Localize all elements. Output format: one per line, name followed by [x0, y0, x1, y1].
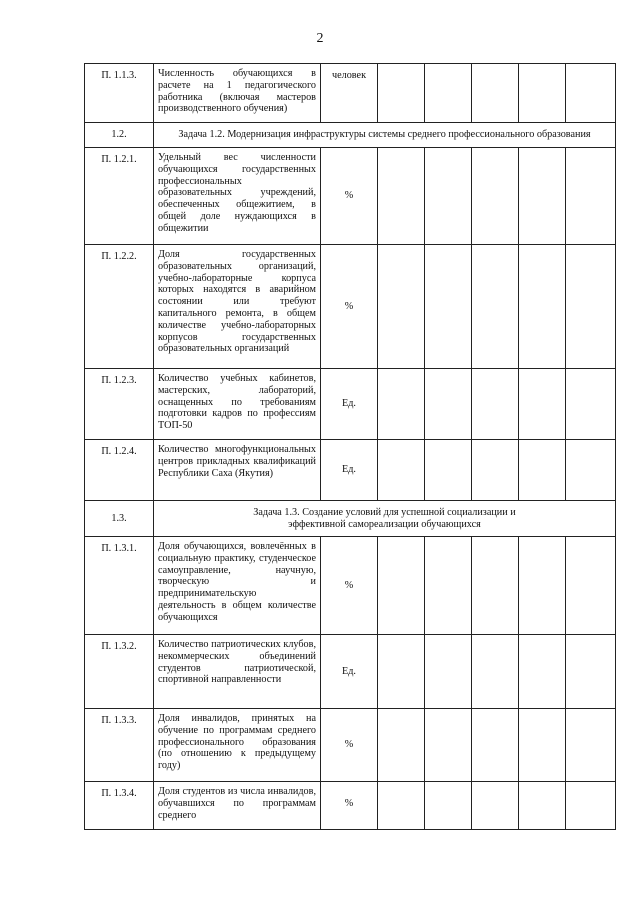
value-cell [519, 782, 566, 830]
row-unit: % [321, 782, 378, 830]
value-cell [566, 369, 616, 440]
value-cell [425, 635, 472, 709]
row-number: П. 1.3.2. [85, 635, 154, 709]
value-cell [566, 709, 616, 782]
value-cell [472, 440, 519, 501]
value-cell [519, 635, 566, 709]
row-description: Доля государственных образовательных организаций, учебно-лабораторные корпуса которых находятся в аварийном состоянии или требуют капитального ремонта, в общем количестве учебно-лабораторных корпусов государственных образовательных организаций [154, 245, 321, 369]
row-unit: % [321, 245, 378, 369]
table-row [85, 709, 616, 782]
value-cell [519, 537, 566, 635]
value-cell [425, 440, 472, 501]
row-unit: человек [321, 64, 378, 123]
row-description: Численность обучающихся в расчете на 1 педагогического работника (включая мастеров производственного обучения) [154, 64, 321, 123]
table-row [85, 440, 616, 501]
value-cell [378, 537, 425, 635]
value-cell [566, 148, 616, 245]
value-cell [378, 64, 425, 123]
table-row [85, 537, 616, 635]
row-number: П. 1.2.4. [85, 440, 154, 501]
value-cell [566, 440, 616, 501]
value-cell [472, 148, 519, 245]
value-cell [472, 245, 519, 369]
row-description: Удельный вес численности обучающихся государственных профессиональных образовательных учреждений, обеспеченных общежитием, в общей доле нуждающихся в общежитии [154, 148, 321, 245]
row-number: П. 1.2.3. [85, 369, 154, 440]
value-cell [425, 64, 472, 123]
section-number: 1.2. [85, 123, 154, 148]
page-number: 2 [316, 31, 324, 46]
section-task: Задача 1.3. Создание условий для успешной социализации и эффективной самореализации обучающихся [154, 501, 616, 537]
value-cell [378, 148, 425, 245]
table-row [85, 782, 616, 830]
row-unit: Ед. [321, 635, 378, 709]
row-description: Количество многофункциональных центров прикладных квалификаций Республики Саха (Якутия) [154, 440, 321, 501]
value-cell [519, 64, 566, 123]
row-unit: Ед. [321, 369, 378, 440]
value-cell [425, 709, 472, 782]
value-cell [425, 369, 472, 440]
row-description: Доля инвалидов, принятых на обучение по программам среднего профессионального образования (по отношению к предыдущему году) [154, 709, 321, 782]
row-unit: % [321, 537, 378, 635]
row-number: П. 1.2.2. [85, 245, 154, 369]
value-cell [378, 709, 425, 782]
value-cell [519, 440, 566, 501]
value-cell [472, 635, 519, 709]
row-description: Доля обучающихся, вовлечённых в социальную практику, студенческое самоуправление, научную, творческую и предпринимательскую деятельность в общем количестве обучающихся [154, 537, 321, 635]
value-cell [472, 64, 519, 123]
value-cell [472, 709, 519, 782]
value-cell [519, 245, 566, 369]
row-description: Количество учебных кабинетов, мастерских, лабораторий, оснащенных по требованиям подготовки кадров по профессиям ТОП-50 [154, 369, 321, 440]
value-cell [425, 148, 472, 245]
row-description: Доля студентов из числа инвалидов, обучавшихся по программам среднего [154, 782, 321, 830]
row-unit: Ед. [321, 440, 378, 501]
value-cell [378, 782, 425, 830]
indicators-table [84, 63, 616, 830]
section-row [85, 123, 616, 148]
row-unit: % [321, 709, 378, 782]
row-number: П. 1.3.1. [85, 537, 154, 635]
value-cell [425, 782, 472, 830]
table-row [85, 369, 616, 440]
value-cell [425, 537, 472, 635]
row-number: П. 1.2.1. [85, 148, 154, 245]
row-number: П. 1.3.4. [85, 782, 154, 830]
value-cell [566, 537, 616, 635]
section-number: 1.3. [85, 501, 154, 537]
value-cell [378, 440, 425, 501]
value-cell [566, 64, 616, 123]
table-row [85, 64, 616, 123]
value-cell [378, 369, 425, 440]
section-row [85, 501, 616, 537]
value-cell [566, 635, 616, 709]
value-cell [378, 635, 425, 709]
table-row [85, 245, 616, 369]
value-cell [472, 369, 519, 440]
table-row [85, 148, 616, 245]
value-cell [566, 782, 616, 830]
value-cell [378, 245, 425, 369]
value-cell [566, 245, 616, 369]
row-number: П. 1.1.3. [85, 64, 154, 123]
row-number: П. 1.3.3. [85, 709, 154, 782]
value-cell [519, 148, 566, 245]
row-description: Количество патриотических клубов, некоммерческих объединений студентов патриотической, спортивной направленности [154, 635, 321, 709]
value-cell [472, 782, 519, 830]
value-cell [519, 369, 566, 440]
section-task: Задача 1.2. Модернизация инфраструктуры системы среднего профессионального образования [154, 123, 616, 148]
value-cell [519, 709, 566, 782]
row-unit: % [321, 148, 378, 245]
value-cell [472, 537, 519, 635]
table-row [85, 635, 616, 709]
value-cell [425, 245, 472, 369]
